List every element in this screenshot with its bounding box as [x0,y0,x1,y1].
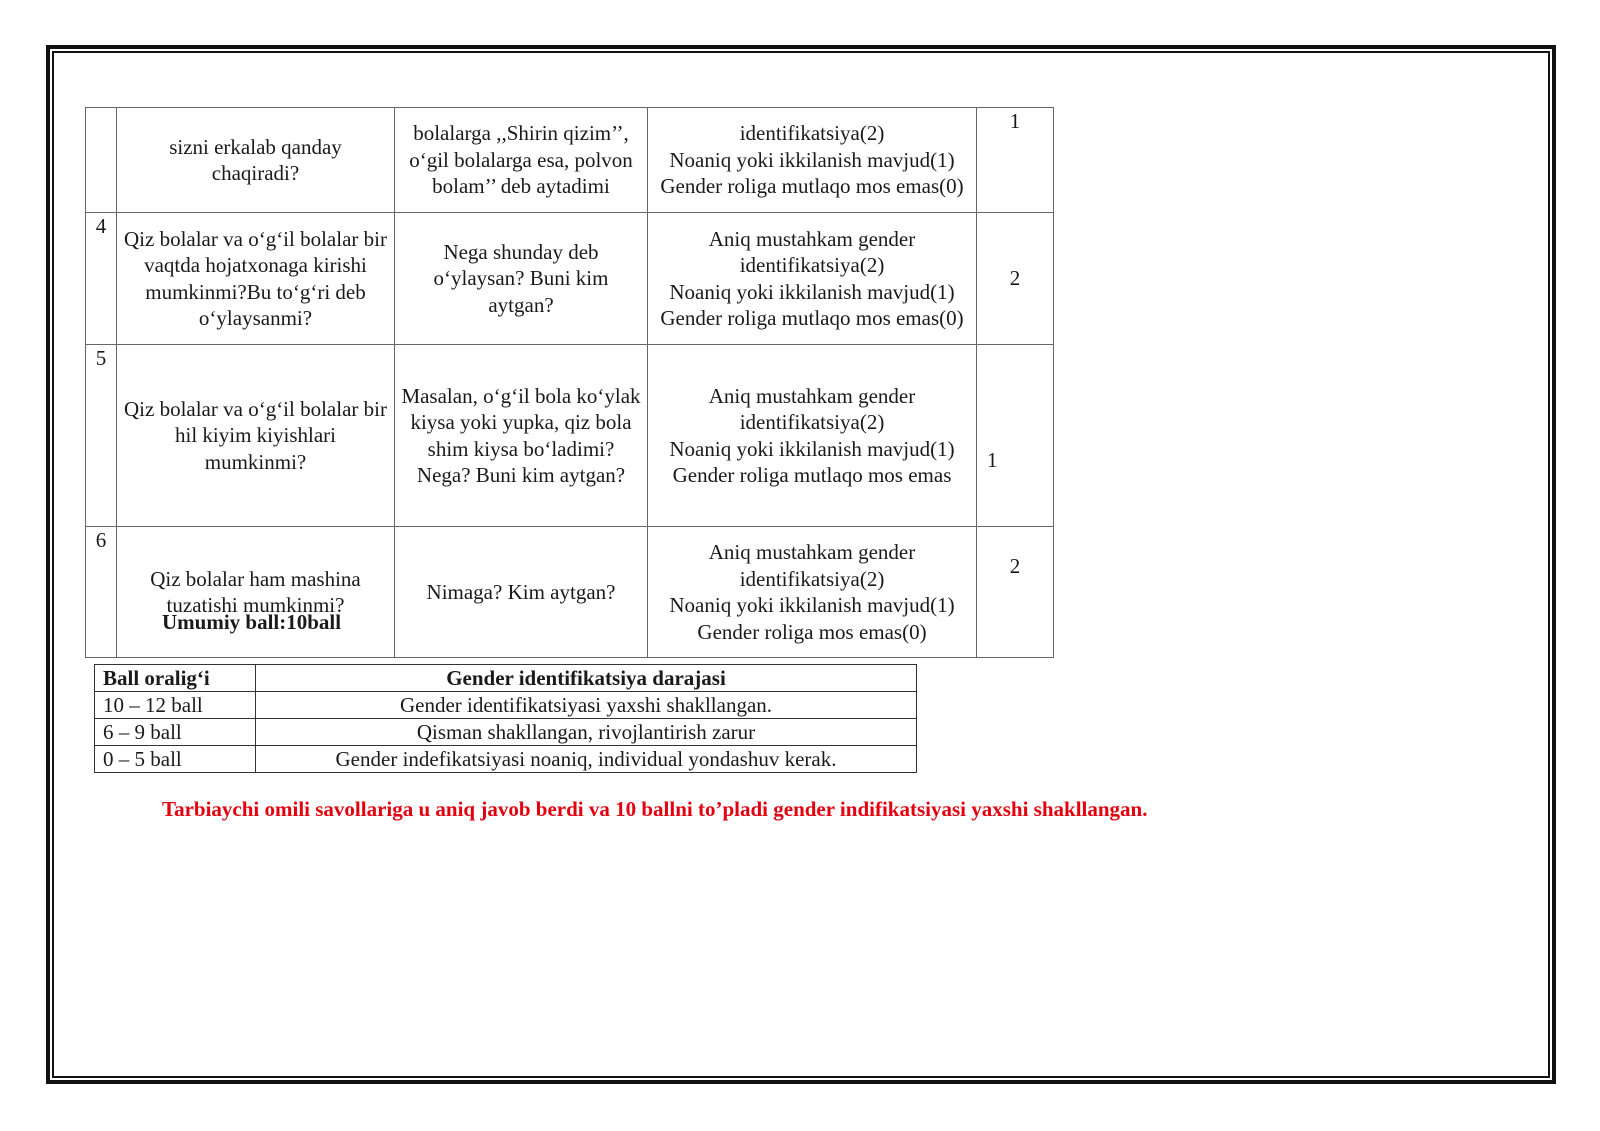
criteria-cell [648,345,977,527]
criteria-line: Gender roliga mutlaqo mos emas(0) [660,174,964,199]
row-number [86,108,117,213]
criteria-line: Aniq mustahkam gender identifikatsiya(2) [708,540,916,591]
criteria-cell [648,527,977,658]
followup-cell: bolalarga ,,Shirin qizim’’, o‘gil bolalarga esa, polvon bolam’’ deb aytadimi [395,108,648,213]
score-cell: 1 [977,108,1054,213]
question-cell: sizni erkalab qanday chaqiradi? [117,108,395,213]
table-row [95,719,917,746]
criteria-line: Noaniq yoki ikkilanish mavjud(1) [669,279,955,304]
scale-range-cell: 6 – 9 ball [95,719,256,746]
row-number: 4 [86,213,117,345]
scale-level-cell: Gender identifikatsiyasi yaxshi shakllangan. [256,692,917,719]
criteria-line: Gender roliga mos emas(0) [697,619,927,644]
table-row [86,345,1054,527]
criteria-line: Noaniq yoki ikkilanish mavjud(1) [669,436,955,461]
score-cell: 2 [977,527,1054,658]
row-number: 6 [86,527,117,658]
scale-header-level: Gender identifikatsiya darajasi [256,665,917,692]
criteria-line: Gender roliga mutlaqo mos emas(0) [660,306,964,330]
scale-level-cell: Qisman shakllangan, rivojlantirish zarur [256,719,917,746]
scale-header-range: Ball oralig‘i [95,665,256,692]
question-cell: Qiz bolalar va o‘g‘il bolalar bir hil kiyim kiyishlari mumkinmi? [117,345,395,527]
row-number: 5 [86,345,117,527]
table-row [86,527,1054,658]
criteria-cell [648,213,977,345]
criteria-cell [648,108,977,213]
table-row [95,746,917,773]
score-cell: 1 [977,345,1054,527]
criteria-line: Aniq mustahkam gender identifikatsiya(2) [708,383,916,434]
criteria-line: Aniq mustahkam gender identifikatsiya(2) [708,226,916,277]
scale-range-cell: 10 – 12 ball [95,692,256,719]
total-score: Umumiy ball:10ball [162,610,342,634]
followup-cell: Masalan, o‘g‘il bola ko‘ylak kiysa yoki yupka, qiz bola shim kiysa bo‘ladimi? Nega? Buni kim aytgan? [395,345,648,527]
table-row [95,692,917,719]
criteria-line: identifikatsiya(2) [739,121,885,146]
followup-cell: Nega shunday deb o‘ylaysan? Buni kim aytgan? [395,213,648,345]
scale-table [94,664,917,773]
criteria-line: Noaniq yoki ikkilanish mavjud(1) [669,593,955,617]
scale-level-cell: Gender indefikatsiyasi noaniq, individual yondashuv kerak. [256,746,917,773]
table-row [86,108,1054,213]
question-cell: Qiz bolalar va o‘g‘il bolalar bir vaqtda hojatxonaga kirishi mumkinmi?Bu to‘g‘ri deb o‘ylaysanmi? [117,213,395,345]
scale-header-row [95,665,917,692]
criteria-line: Gender roliga mutlaqo mos emas [672,463,952,487]
criteria-line: Noaniq yoki ikkilanish mavjud(1) [669,147,955,172]
scale-range-cell: 0 – 5 ball [95,746,256,773]
followup-cell: Nimaga? Kim aytgan? [395,527,648,658]
table-row [86,213,1054,345]
score-cell: 2 [977,213,1054,345]
question-cell: Qiz bolalar ham mashina tuzatishi mumkinmi? [117,527,395,658]
conclusion-text: Tarbiaychi omili savollariga u aniq javob berdi va 10 ballni to’pladi gender indifikatsiyasi yaxshi shakllangan. [162,797,1148,821]
questions-table [85,107,1054,658]
